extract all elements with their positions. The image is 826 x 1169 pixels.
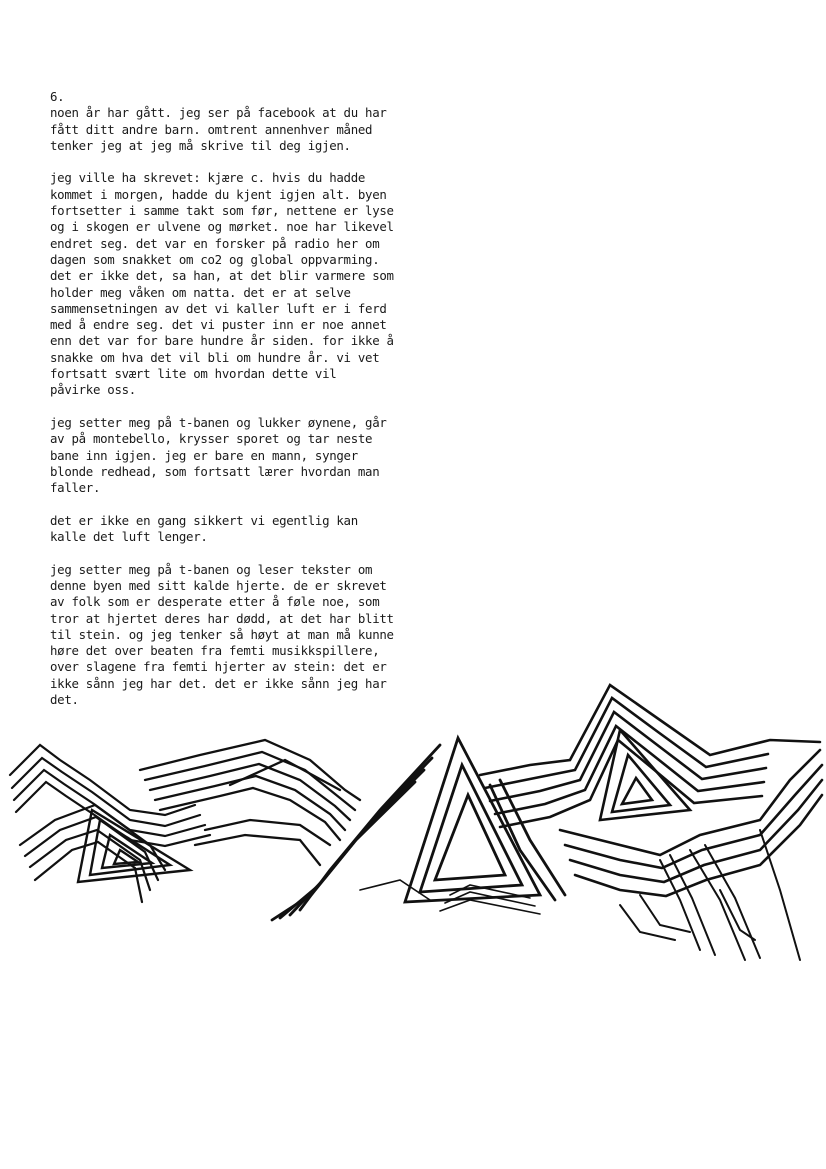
- text-block: [50, 89, 420, 725]
- paragraph-1: noen år har gått. jeg ser på facebook at du har fått ditt andre barn. omtrent annenhver måned tenker jeg at jeg må skrive til deg igjen.: [50, 105, 387, 153]
- paragraph-2: jeg ville ha skrevet: kjære c. hvis du hadde kommet i morgen, hadde du kjent igjen alt. byen fortsetter i samme takt som før, nettene er lyse og i skogen er ulvene og mørket. noe har likevel endret seg. det var en forsker på radio her om dagen som snakket om co2 og global oppvarming. det er ikke det, sa han, at det blir varmere som holder meg våken om natta. det er at selve sammensetningen av det vi kaller luft er i ferd med å endre seg. det vi puster inn er noe annet enn det var for bare hundre år siden. for ikke å snakke om hva det vil bli om hundre år. vi vet fortsatt svært lite om hvordan dette vil påvirke oss.: [50, 170, 394, 398]
- center-back-ridges: [140, 740, 360, 865]
- right-lower-spikes: [620, 830, 800, 960]
- paragraph-4: det er ikke en gang sikkert vi egentlig kan kalle det luft lenger.: [50, 512, 358, 545]
- mountains-illustration: [0, 670, 826, 970]
- paragraph-5: jeg setter meg på t-banen og leser tekster om denne byen med sitt kalde hjerte. de er skrevet av folk som er desperate etter å føle noe, som tror at hjertet deres har dødd, at det har blitt til stein. og jeg tenker så høyt at man må kunne høre det over beaten fra femti musikkspillere, over slagene fra femti hjerter av stein: det er ikke sånn jeg har det. det er ikke sånn jeg har det.: [50, 561, 394, 707]
- paragraph-3: jeg setter meg på t-banen og lukker øynene, går av på montebello, krysser sporet og tar neste bane inn igjen. jeg er bare en mann, synger blonde redhead, som fortsatt lærer hvordan man faller.: [50, 414, 387, 496]
- page-number: 6.: [50, 89, 65, 104]
